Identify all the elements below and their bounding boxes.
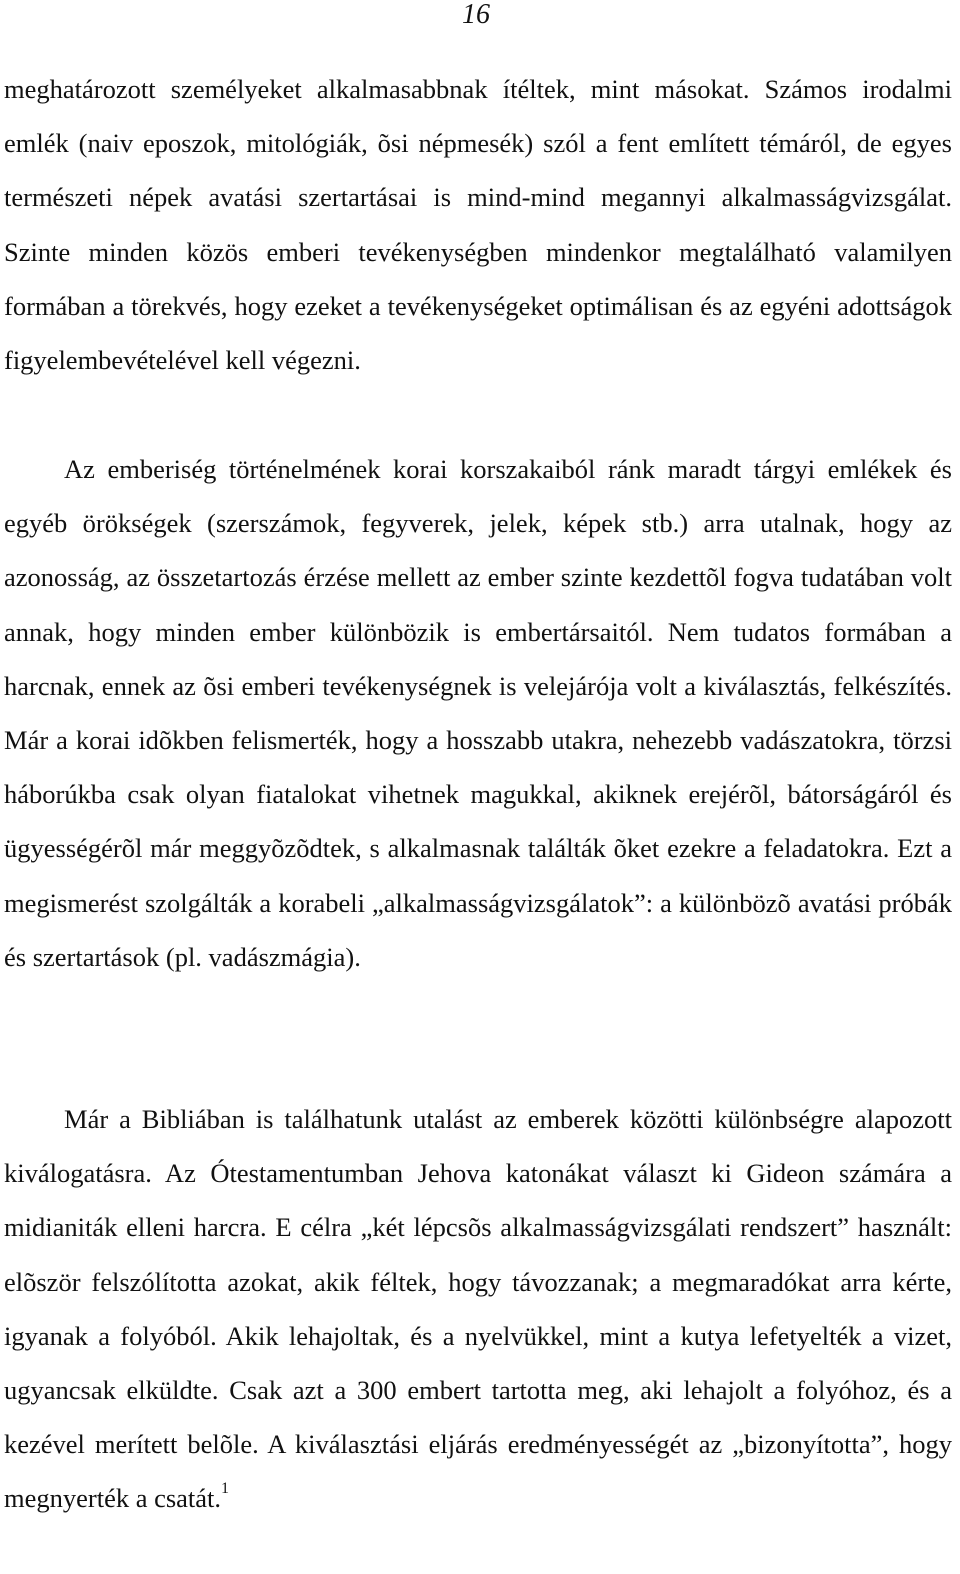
paragraph-1 bbox=[4, 62, 952, 387]
paragraph-3-text: Már a Bibliában is találhatunk utalást az emberek közötti különbségre alapozott kiválogatásra. Az Ótestamentumban Jehova katonákat választ ki Gideon számára a midianiták elleni harcra. E célra „két lépcsõs alkalmasságvizsgálati rendszert” használt: elõször felszólította azokat, akik féltek, hogy távozzanak; a megmaradókat arra kérte, igyanak a folyóból. Akik lehajoltak, és a nyelvükkel, mint a kutya lefetyelték a vizet, ugyancsak elküldte. Csak azt a 300 embert tartotta meg, aki lehajolt a folyóhoz, és a kezével merített belõle. A kiválasztási eljárás eredményességét az „bizonyította”, hogy megnyerték a csatát. bbox=[4, 1104, 952, 1514]
paragraph-1-text: meghatározott személyeket alkalmasabbnak ítéltek, mint másokat. Számos irodalmi emlék (naiv eposzok, mitológiák, õsi népmesék) szól a fent említett témáról, de egyes természeti népek avatási szertartásai is mind-mind megannyi alkalmasságvizsgálat. Szinte minden közös emberi tevékenységben mindenkor megtalálható valamilyen formában a törekvés, hogy ezeket a tevékenységeket optimálisan és az egyéni adottságok figyelembevételével kell végezni. bbox=[4, 74, 952, 376]
paragraph-2-text: Az emberiség történelmének korai korszakaiból ránk maradt tárgyi emlékek és egyéb örökségek (szerszámok, fegyverek, jelek, képek stb.) arra utalnak, hogy az azonosság, az összetartozás érzése mellett az ember szinte kezdettõl fogva tudatában volt annak, hogy minden ember különbözik is embertársaitól. Nem tudatos formában a harcnak, ennek az õsi emberi tevékenységnek is velejárója volt a kiválasztás, felkészítés. Már a korai idõkben felismerték, hogy a hosszabb utakra, nehezebb vadászatokra, törzsi háborúkba csak olyan fiatalokat vihetnek magukkal, akiknek erejérõl, bátorságáról és ügyességérõl már meggyõzõdtek, s alkalmasnak találták õket ezekre a feladatokra. Ezt a megismerést szolgálták a korabeli „alkalmasságvizsgálatok”: a különbözõ avatási próbák és szertartások (pl. vadászmágia). bbox=[4, 454, 952, 972]
paragraph-3 bbox=[4, 1092, 952, 1526]
paragraph-2 bbox=[4, 442, 952, 984]
footnote-marker: 1 bbox=[221, 1480, 230, 1498]
page-number: 16 bbox=[462, 0, 490, 30]
